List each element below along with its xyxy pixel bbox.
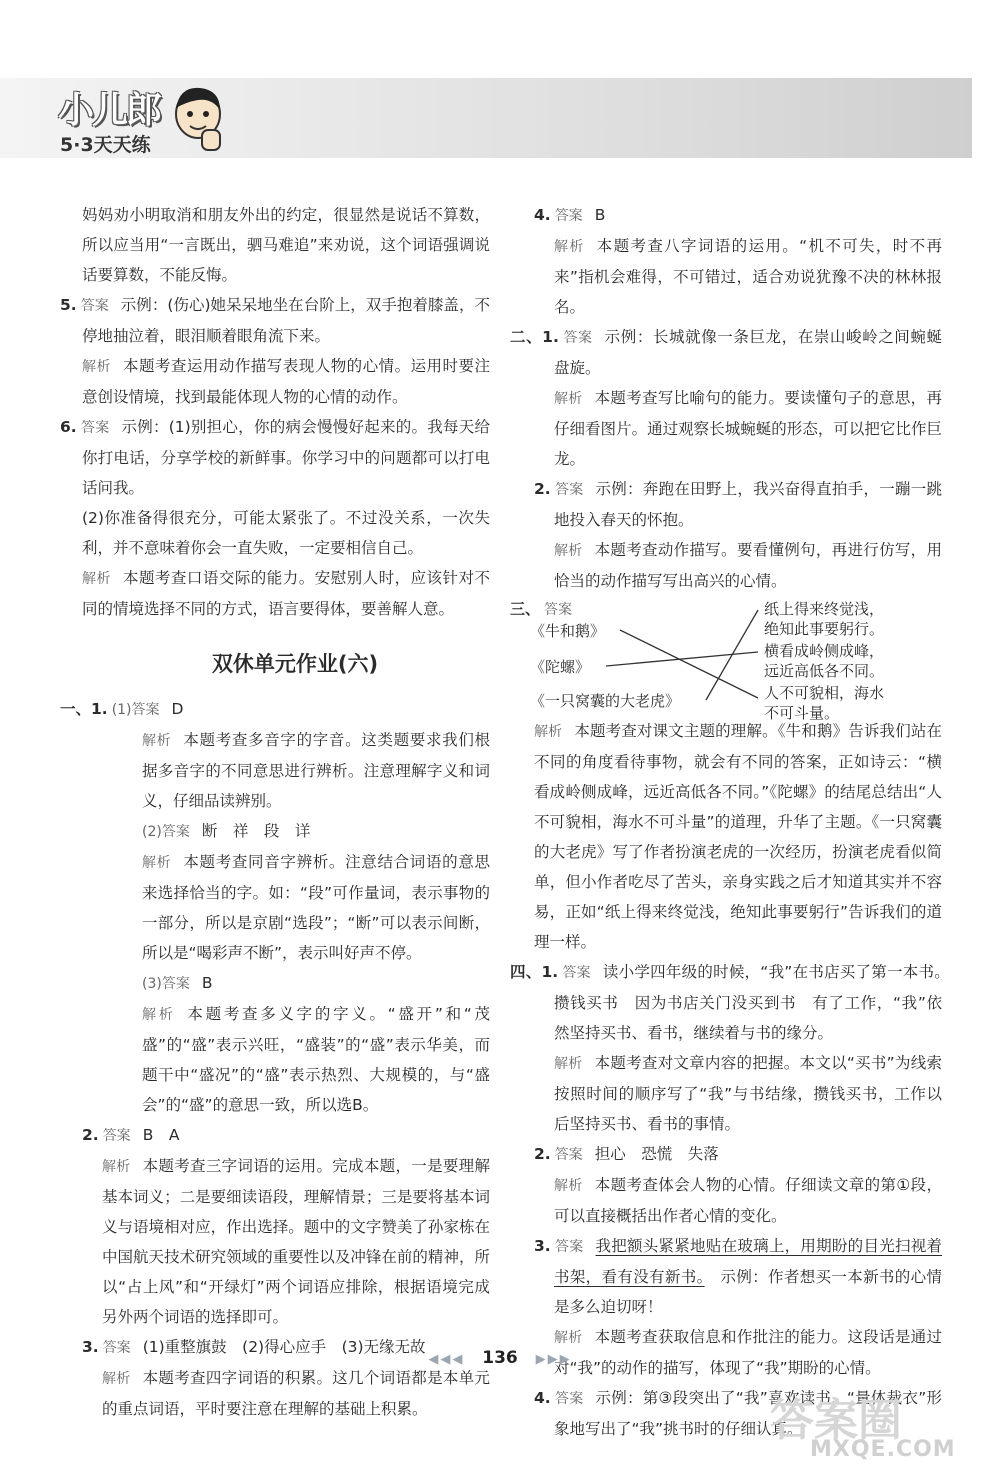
- right-column: [510, 200, 958, 1444]
- match-right-4: 远近高低各不同。: [764, 662, 885, 680]
- s4b-explanation-text: 本题考查体会人物的心情。仔细读文章的第①段，可以直接概括出作者心情的变化。: [554, 1176, 942, 1225]
- explanation-label: 解析: [554, 543, 583, 559]
- explanation-label: 解析: [82, 571, 111, 587]
- mascot-boy-icon: [168, 84, 228, 156]
- q5-explanation: [60, 351, 490, 412]
- e2-number: 2.: [534, 480, 551, 498]
- e1-explanation-text: 本题考查写比喻句的能力。要读懂句子的意思，再仔细看图片。通过观察长城蜿蜒的形态，可以把它比作巨龙。: [554, 389, 942, 468]
- s4c-explanation-text: 本题考查获取信息和作批注的能力。这段话是通过对“我”的动作的描写，体现了“我”期盼的心情。: [554, 1328, 942, 1377]
- match-line-3: [706, 610, 758, 700]
- explanation-label: 解析: [142, 733, 172, 749]
- match-right-3: 横看成岭侧成峰，: [764, 642, 885, 660]
- s1-sub2-explanation-text: 本题考查同音字辨析。注意结合词语的意思来选择恰当的字。如：“段”可作量词，表示事物的一部分，所以是京剧“选段”；“断”可以表示间断，所以是“喝彩声不断”，表示叫好声不停。: [142, 853, 490, 962]
- answer-label: 答案: [80, 298, 109, 314]
- e2-answer-text: 示例：奔跑在田野上，我兴奋得直拍手，一蹦一跳地投入春天的怀抱。: [554, 480, 942, 529]
- s3-answer-text: (1)重整旗鼓 (2)得心应手 (3)无缘无故: [142, 1338, 426, 1356]
- explanation-label: 解析: [142, 855, 172, 871]
- s1-sub1-answer: [60, 694, 490, 725]
- match-right-6: 不可斗量。: [764, 704, 840, 722]
- s1-sub1-answer-text: D: [171, 700, 184, 718]
- s4-answer: [510, 957, 958, 1048]
- answer-label: 答案: [562, 965, 591, 981]
- s1-sub3-label: (3)答案: [142, 976, 190, 992]
- e1-answer-text: 示例：长城就像一条巨龙，在崇山峻岭之间蜿蜒盘旋。: [554, 328, 942, 377]
- q4-answer-text: B: [594, 206, 606, 224]
- s4-explanation-text: 本题考查对文章内容的把握。本文以“买书”为线索按照时间的顺序写了“我”与书结缘，攒钱买书，工作以后坚持买书、看书的事情。: [554, 1054, 943, 1133]
- explanation-label: 解析: [554, 239, 585, 255]
- q4-explanation: [510, 231, 942, 322]
- match-left-3: 《一只窝囊的大老虎》: [530, 692, 681, 710]
- s3r-number: 三、: [510, 600, 541, 618]
- s1-sub3-answer-text: B: [201, 974, 213, 992]
- logo-title: 小儿郎: [58, 90, 161, 131]
- explanation-label: 解析: [102, 1159, 131, 1175]
- s1-sub2-label: (2)答案: [142, 824, 190, 840]
- match-left-2: 《陀螺》: [530, 658, 591, 676]
- e1-number: 二、1.: [510, 328, 559, 346]
- s1-number: 一、1.: [60, 700, 108, 718]
- q6-answer-text-2: (2)你准备得很充分，可能太紧张了。不过没关系，一次失利，并不意味着你会一直失败，一定要相信自己。: [82, 509, 490, 557]
- s3-explanation: [60, 1363, 490, 1424]
- explanation-label: 解析: [82, 359, 111, 375]
- q6-answer: [60, 412, 490, 503]
- answer-label: 答案: [554, 1239, 584, 1255]
- explanation-label: 解析: [554, 1056, 583, 1072]
- prev-arrows-icon: ◀◀◀: [428, 1352, 465, 1367]
- watermark-logo: 答案圈: [770, 1395, 902, 1446]
- s2-explanation-text: 本题考查三字词语的运用。完成本题，一是要理解基本词义；二是要细读语段，理解情景；三是要将基本词义与语境相对应，作出选择。题中的文字赞美了孙家栋在中国航天技术研究领域的重要性以及冲锋在前的精神，所以“占上风”和“开绿灯”两个词语应排除，根据语境完成另外两个词语的选择即可。: [102, 1157, 490, 1326]
- q6-explanation-text: 本题考查口语交际的能力。安慰别人时，应该针对不同的情境选择不同的方式，语言要得体，要善解人意。: [82, 569, 490, 618]
- explanation-label: 解析: [554, 1178, 583, 1194]
- s4-answer-text: 读小学四年级的时候，“我”在书店买了第一本书。 攒钱买书 因为书店关门没买到书 有了工作，“我”依然坚持买书、看书，继续着与书的缘分。: [554, 963, 958, 1042]
- answer-label: 答案: [554, 1391, 584, 1407]
- s1-sub2-answer: [60, 816, 490, 847]
- match-right-5: 人不可貌相，海水: [764, 684, 885, 702]
- s1-sub1-label: (1)答案: [111, 702, 160, 718]
- answer-label: 答案: [554, 482, 584, 498]
- answer-label: 答案: [562, 330, 593, 346]
- s1-sub2-explanation: [60, 847, 490, 968]
- match-line-2: [606, 652, 758, 666]
- s4b-answer-text: 担心 恐慌 失落: [594, 1145, 719, 1163]
- s1-sub2-answer-text: 断 祥 段 详: [201, 822, 311, 840]
- s4-number: 四、1.: [510, 963, 559, 981]
- s2-answer-text: B A: [142, 1126, 180, 1144]
- q6-explanation: [60, 563, 490, 624]
- answer-label: 答案: [554, 1147, 583, 1163]
- s3-number: 3.: [82, 1338, 99, 1356]
- match-right-2: 绝知此事要躬行。: [764, 620, 885, 638]
- e1-answer: [510, 322, 942, 383]
- matching-diagram: [510, 598, 942, 722]
- s3r-explanation-text: 本题考查对课文主题的理解。《牛和鹅》告诉我们站在不同的角度看待事物，就会有不同的答案，正如诗云：“横看成岭侧成峰，远近高低各不同。”《陀螺》的结尾总结出“人不可貌相，海水不可斗量”的道理，升华了主题。《一只窝囊的大老虎》写了作者扮演老虎的一次经历，扮演老虎看似简单，但小作者吃尽了苦头，亲身实践之后才知道其实并不容易，正如“纸上得来终觉浅，绝知此事要躬行”告诉我们的道理一样。: [534, 722, 942, 951]
- explanation-label: 解析: [534, 724, 563, 740]
- s4c-answer: [510, 1231, 942, 1322]
- s4c-number: 3.: [534, 1237, 551, 1255]
- s4d-answer-text: 示例：第③段突出了“我”喜欢读书，“量体裁衣”形象地写出了“我”挑书时的仔细认真。: [554, 1389, 943, 1438]
- explanation-label: 解析: [554, 1330, 583, 1346]
- s1-sub3-answer: [60, 968, 490, 999]
- s4b-answer: [510, 1139, 942, 1170]
- s1-sub1-explanation-text: 本题考查多音字的字音。这类题要求我们根据多音字的不同意思进行辨析。注意理解字义和词义，仔细品读辨别。: [142, 731, 490, 810]
- q4-answer: [510, 200, 942, 231]
- watermark-url: MXQE.COM: [810, 1437, 956, 1462]
- q5-answer-text: 示例：(伤心)她呆呆地坐在台阶上，双手抱着膝盖，不停地抽泣着，眼泪顺着眼角流下来。: [82, 296, 490, 345]
- s2-answer: [60, 1120, 490, 1151]
- answer-label: 答案: [544, 602, 573, 618]
- s4c-answer-rest: 示例：作者想买一本新书的心情是多么迫切呀！: [554, 1268, 942, 1316]
- s1-sub3-explanation: [60, 999, 490, 1120]
- next-arrows-icon: ▶▶▶: [535, 1352, 572, 1367]
- explanation-label: 解析: [102, 1371, 131, 1387]
- matching-lines: [510, 598, 942, 728]
- s2-number: 2.: [82, 1126, 99, 1144]
- match-left-1: 《牛和鹅》: [530, 622, 606, 640]
- s4c-answer-underlined: 我把额头紧紧地贴在玻璃上，用期盼的目光扫视着书架，看有没有新书。: [554, 1237, 942, 1286]
- s4d-number: 4.: [534, 1389, 551, 1407]
- e2-answer: [510, 474, 942, 535]
- explanation-label: 解析: [554, 391, 583, 407]
- s4b-explanation: [510, 1170, 942, 1231]
- q5-number: 5.: [60, 296, 77, 314]
- s1-sub1-explanation: [60, 725, 490, 816]
- q6-answer-text-1: 示例：(1)别担心，你的病会慢慢好起来的。我每天给你打电话，分享学校的新鲜事。你学习中的问题都可以打电话问我。: [82, 418, 490, 497]
- s1-sub3-explanation-text: 本题考查多义字的字义。“盛开”和“茂盛”的“盛”表示兴旺，“盛装”的“盛”表示华美，而题干中“盛况”的“盛”表示热烈、大规模的，与“盛会”的“盛”的意思一致，所以选B。: [142, 1005, 491, 1114]
- e2-explanation: [510, 535, 942, 596]
- s2-explanation: [60, 1151, 490, 1332]
- logo-subtitle: 5·3天天练: [60, 134, 151, 156]
- s4b-number: 2.: [534, 1145, 551, 1163]
- s3r-explanation: [510, 716, 942, 957]
- q4-number: 4.: [534, 206, 551, 224]
- q6-number: 6.: [60, 418, 77, 436]
- e2-explanation-text: 本题考查动作描写。要看懂例句，再进行仿写，用恰当的动作描写写出高兴的心情。: [554, 541, 942, 590]
- section-title: 双休单元作业(六): [211, 652, 379, 676]
- q5-explanation-text: 本题考查运用动作描写表现人物的心情。运用时要注意创设情境，找到最能体现人物的心情的动作。: [82, 357, 490, 406]
- answer-label: 答案: [80, 420, 110, 436]
- answer-label: 答案: [554, 208, 583, 224]
- q5-answer: [60, 290, 490, 351]
- match-right-1: 纸上得来终觉浅，: [764, 600, 885, 618]
- s3-explanation-text: 本题考查四字词语的积累。这几个词语都是本单元的重点词语，平时要注意在理解的基础上积累。: [102, 1369, 490, 1418]
- left-column: [60, 200, 490, 1424]
- explanation-label: 解析: [142, 1007, 176, 1023]
- answer-label: 答案: [102, 1128, 131, 1144]
- match-line-1: [620, 630, 758, 698]
- page-footer: [0, 1348, 1000, 1368]
- q4-explanation-text: 本题考查八字词语的运用。“机不可失，时不再来”指机会难得，不可错过，适合劝说犹豫不决的林林报名。: [554, 237, 942, 316]
- answer-label: 答案: [102, 1340, 131, 1356]
- page-number: 136: [482, 1348, 518, 1368]
- e1-explanation: [510, 383, 942, 474]
- s4-explanation: [510, 1048, 942, 1139]
- left-continuation-text: 妈妈劝小明取消和朋友外出的约定，很显然是说话不算数，所以应当用“一言既出，驷马难追”来劝说，这个词语强调说话要算数，不能反悔。: [82, 206, 490, 284]
